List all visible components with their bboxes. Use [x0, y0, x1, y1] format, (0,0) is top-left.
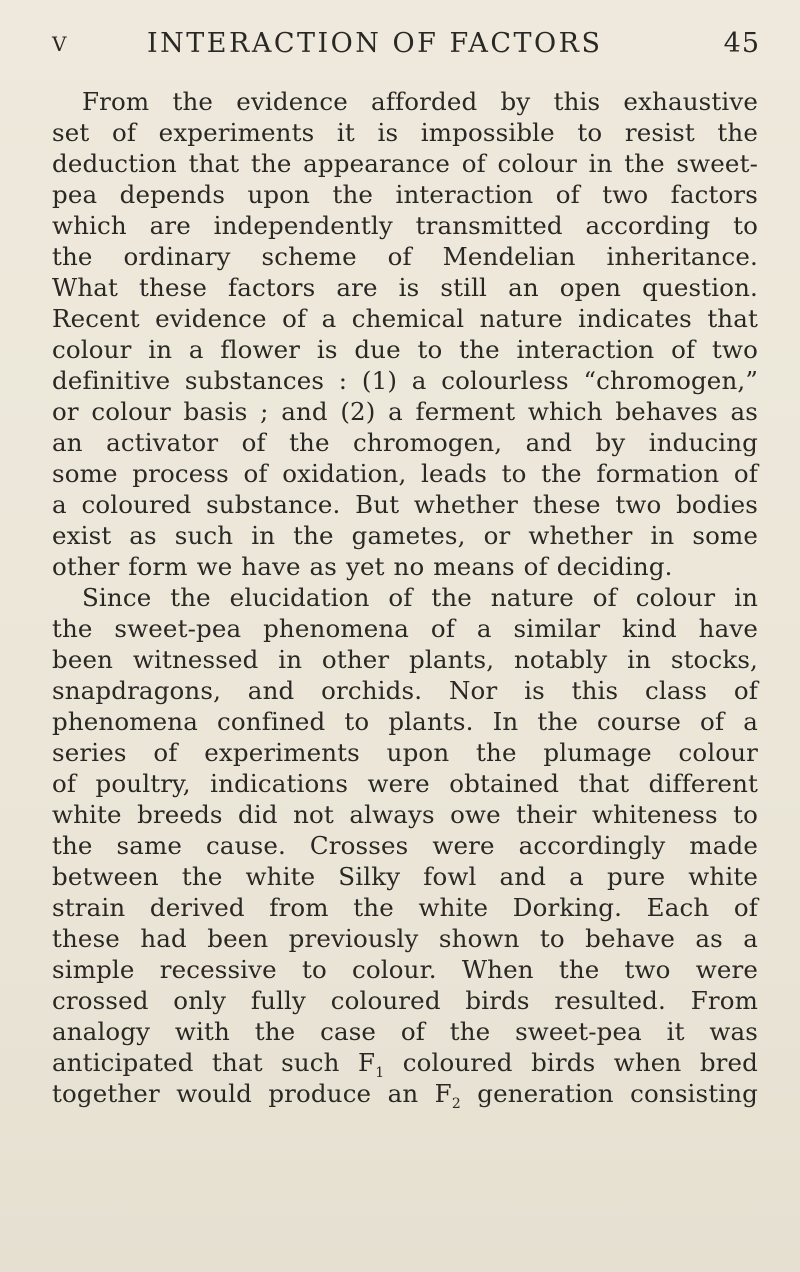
text-line: phenomena confined to plants. In the course of a	[52, 707, 758, 736]
text-line: deduction that the appearance of colour in the sweet-	[52, 149, 758, 178]
text-line: Recent evidence of a chemical nature indicates that	[52, 304, 758, 333]
text-line: between the white Silky fowl and a pure white	[52, 862, 758, 891]
text-segment: together would produce an F	[52, 1079, 452, 1108]
text-line: an activator of the chromogen, and by inducing	[52, 428, 758, 457]
text-line: a coloured substance. But whether these two bodies	[52, 490, 758, 519]
text-line: simple recessive to colour. When the two were	[52, 955, 758, 984]
text-line: which are independently transmitted according to	[52, 211, 758, 240]
subscript: 2	[451, 1096, 461, 1112]
text-line: From the evidence afforded by this exhaustive	[82, 87, 758, 116]
text-line: other form we have as yet no means of deciding.	[52, 552, 673, 581]
text-line: What these factors are is still an open question.	[52, 273, 758, 302]
text-line: pea depends upon the interaction of two factors	[52, 180, 758, 209]
text-line-with-subscript	[52, 1078, 758, 1112]
text-line: analogy with the case of the sweet-pea it was	[52, 1017, 758, 1046]
text-line: or colour basis ; and (2) a ferment which behaves as	[52, 397, 758, 426]
running-header	[52, 28, 760, 64]
running-title: INTERACTION OF FACTORS	[147, 28, 603, 59]
chapter-number: V	[52, 32, 68, 56]
text-line: of poultry, indications were obtained that different	[52, 769, 758, 798]
text-line: set of experiments it is impossible to resist the	[52, 118, 758, 147]
text-segment: coloured birds when bred	[384, 1048, 758, 1077]
text-line: white breeds did not always owe their whiteness to	[52, 800, 758, 829]
text-line: definitive substances : (1) a colourless “chromogen,”	[52, 366, 758, 395]
text-segment: generation consisting	[460, 1079, 758, 1108]
text-line: exist as such in the gametes, or whether in some	[52, 521, 758, 550]
text-line: series of experiments upon the plumage colour	[52, 738, 758, 767]
text-line: the ordinary scheme of Mendelian inheritance.	[52, 242, 758, 271]
text-line: some process of oxidation, leads to the formation of	[52, 459, 758, 488]
text-segment: anticipated that such F	[52, 1048, 376, 1077]
text-line: the same cause. Crosses were accordingly made	[52, 831, 758, 860]
text-line: Since the elucidation of the nature of colour in	[82, 583, 758, 612]
text-line: strain derived from the white Dorking. Each of	[52, 893, 758, 922]
text-line: been witnessed in other plants, notably in stocks,	[52, 645, 758, 674]
page-number: 45	[723, 28, 760, 59]
text-line: snapdragons, and orchids. Nor is this class of	[52, 676, 758, 705]
text-line: these had been previously shown to behave as a	[52, 924, 758, 953]
subscript: 1	[375, 1065, 385, 1081]
body-text	[52, 86, 758, 1112]
text-line-with-subscript	[52, 1047, 758, 1081]
text-line: colour in a flower is due to the interaction of two	[52, 335, 758, 364]
text-line: the sweet-pea phenomena of a similar kind have	[52, 614, 758, 643]
text-line: crossed only fully coloured birds resulted. From	[52, 986, 758, 1015]
